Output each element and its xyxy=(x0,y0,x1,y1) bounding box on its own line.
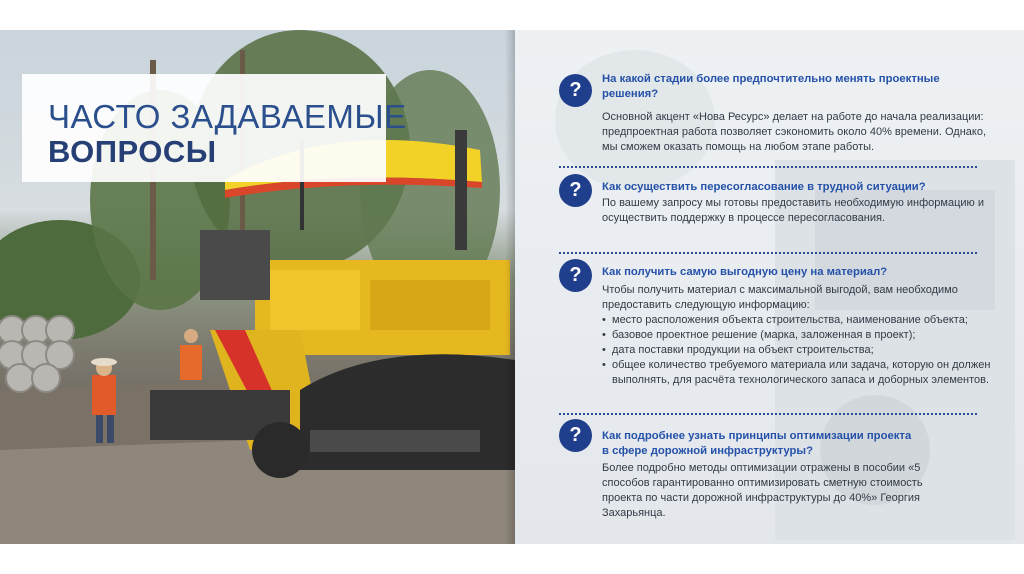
faq-answer-text: По вашему запросу мы готовы предоставить необходимую информацию и осуществить поддержку в процессе пересогласования. xyxy=(602,197,984,224)
dotted-divider xyxy=(559,413,977,415)
dotted-divider xyxy=(559,252,977,254)
question-icon: ? xyxy=(559,259,592,292)
faq-question: На какой стадии более предпочтительно менять проектные решения? xyxy=(602,73,940,100)
asphalt-paver-photo xyxy=(0,30,515,544)
faq-question: Как подробнее узнать принципы оптимизации проекта в сфере дорожной инфраструктуры? xyxy=(602,430,912,457)
page-title-line-1: ЧАСТО ЗАДАВАЕМЫЕ xyxy=(48,98,407,135)
faq-answer-text: Более подробно методы оптимизации отражены в пособии «5 способов гарантированно оптимизировать сметную стоимость проекта по части дорожной инфраструктуры до 40%» Георгия Захарьянца. xyxy=(602,462,923,519)
faq-answer xyxy=(602,283,1002,388)
faq-answer xyxy=(602,196,1002,226)
faq-answer-text: Основной акцент «Нова Ресурс» делает на работе до начала реализации: предпроектная работа позволяет сэкономить около 40% времени. Однако, мы сможем оказать помощь на любом этапе работы. xyxy=(602,111,987,153)
question-icon: ? xyxy=(559,174,592,207)
faq-question: Как осуществить пересогласование в трудной ситуации? xyxy=(602,181,926,193)
list-item: • общее количество требуемого материала или задача, которую он должен выполнять, для расчёта технологического запаса и доборных элементов. xyxy=(602,358,1002,388)
faq-bullet-list xyxy=(602,313,1002,388)
faq-answer-text: Чтобы получить материал с максимальной выгодой, вам необходимо предоставить следующую информацию: xyxy=(602,284,958,311)
faq-question: Как получить самую выгодную цену на материал? xyxy=(602,266,888,278)
page-title-line-2: ВОПРОСЫ xyxy=(48,134,217,169)
question-icon: ? xyxy=(559,74,592,107)
faq-answer xyxy=(602,461,962,521)
list-item: • базовое проектное решение (марка, заложенная в проект); xyxy=(602,328,1002,343)
faq-answer xyxy=(602,110,1002,155)
dotted-divider xyxy=(559,166,977,168)
question-icon: ? xyxy=(559,419,592,452)
list-item: • дата поставки продукции на объект строительства; xyxy=(602,343,1002,358)
list-item: • место расположения объекта строительства, наименование объекта; xyxy=(602,313,1002,328)
